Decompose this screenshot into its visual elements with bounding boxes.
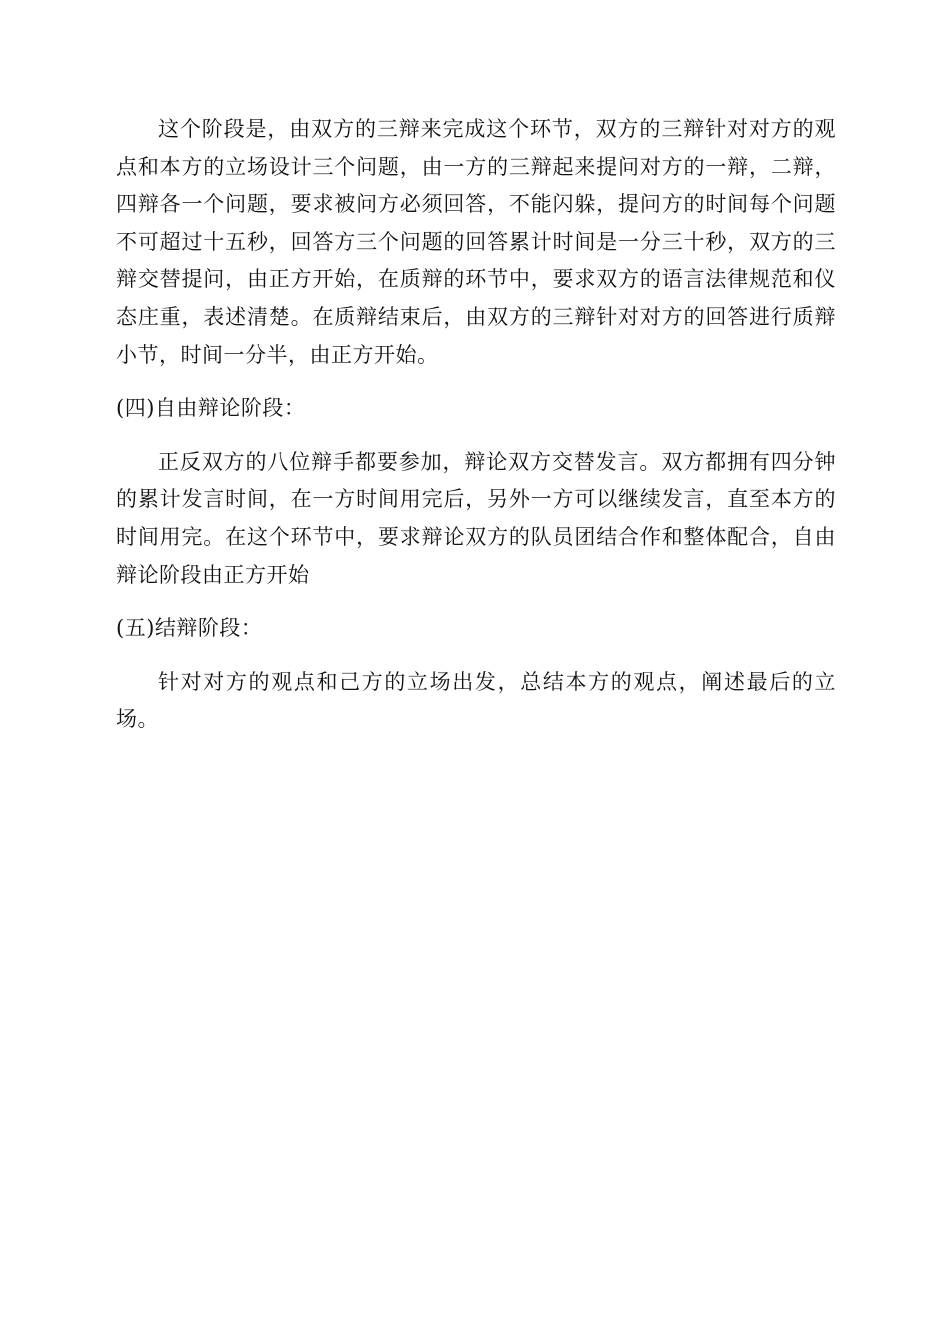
paragraph-free-debate: 正反双方的八位辩手都要参加，辩论双方交替发言。双方都拥有四分钟的累计发言时间，在一方时间用完后，另外一方可以继续发言，直至本方的时间用完。在这个环节中，要求辩论双方的队员团结合作和整体配合，自由辩论阶段由正方开始 (116, 449, 836, 587)
document-body (116, 111, 836, 739)
section-heading-free-debate: (四)自由辩论阶段： (116, 396, 306, 421)
paragraph-cross-examination: 这个阶段是，由双方的三辩来完成这个环节，双方的三辩针对对方的观点和本方的立场设计三个问题，由一方的三辩起来提问对方的一辩，二辩，四辩各一个问题，要求被问方必须回答，不能闪躲，提问方的时间每个问题不可超过十五秒，回答方三个问题的回答累计时间是一分三十秒，双方的三辩交替提问，由正方开始，在质辩的环节中，要求双方的语言法律规范和仪态庄重，表述清楚。在质辩结束后，由双方的三辩针对对方的回答进行质辩小节，时间一分半，由正方开始。 (116, 117, 836, 367)
paragraph-closing: 针对对方的观点和己方的立场出发，总结本方的观点，阐述最后的立场。 (116, 669, 836, 732)
section-heading-closing: (五)结辩阶段： (116, 616, 263, 641)
